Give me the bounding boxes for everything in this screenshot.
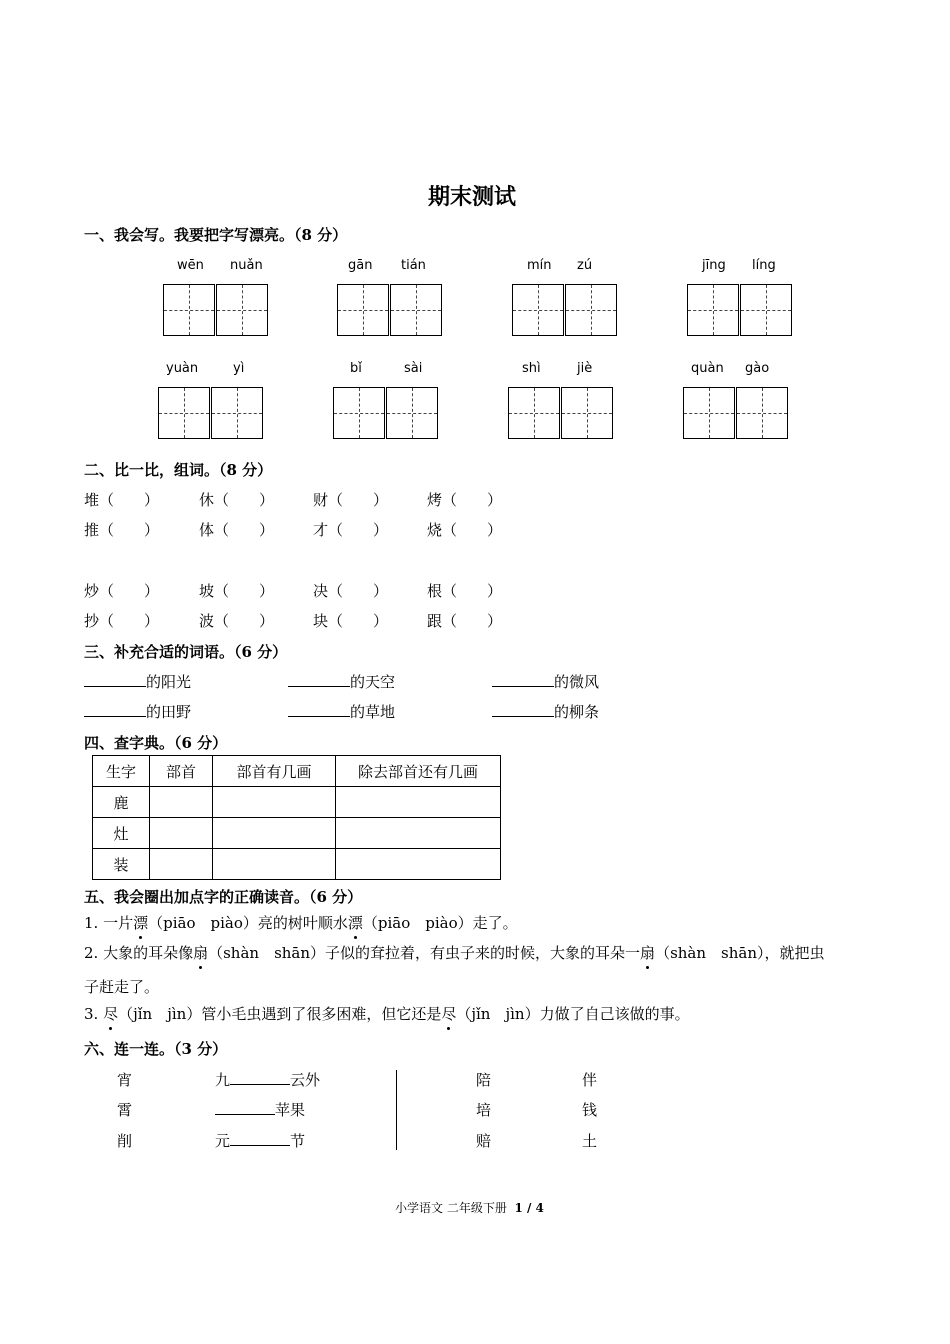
writing-box[interactable]: [386, 387, 438, 439]
pinyin-label: nuǎn: [230, 258, 263, 273]
table-header-row: [93, 756, 501, 787]
table-row: [93, 849, 501, 880]
answer-blank[interactable]: [230, 1070, 290, 1085]
match-right-char[interactable]: 钱: [582, 1101, 598, 1119]
fill-blank-item[interactable]: 的阳光: [84, 671, 191, 692]
table-cell[interactable]: [336, 818, 501, 849]
pinyin-label: wēn: [177, 258, 204, 273]
pinyin-label: gān: [348, 258, 373, 273]
match-right-char[interactable]: 赔: [476, 1132, 492, 1150]
pinyin-label: zú: [577, 258, 593, 273]
pinyin-label: jiè: [577, 361, 593, 376]
word-item[interactable]: 炒（ ）: [84, 582, 160, 600]
writing-box[interactable]: [390, 284, 442, 336]
pinyin-label: gào: [745, 361, 770, 376]
pinyin-label: tián: [401, 258, 426, 273]
pinyin-label: bǐ: [350, 361, 362, 376]
section-5-heading: 五、我会圈出加点字的正确读音。（6 分）: [84, 888, 363, 906]
table-row: [93, 787, 501, 818]
section-3-heading: 三、补充合适的词语。（6 分）: [84, 643, 288, 661]
writing-box[interactable]: [565, 284, 617, 336]
word-item[interactable]: 坡（ ）: [199, 582, 275, 600]
match-right-char[interactable]: 培: [476, 1101, 492, 1119]
section-6-heading: 六、连一连。（3 分）: [84, 1040, 228, 1058]
match-left-char[interactable]: 霄: [117, 1101, 133, 1119]
word-item[interactable]: 波（ ）: [199, 612, 275, 630]
pinyin-label: quàn: [691, 361, 724, 376]
answer-blank[interactable]: [492, 672, 554, 687]
answer-blank[interactable]: [230, 1131, 290, 1146]
word-item[interactable]: 根（ ）: [427, 582, 503, 600]
match-phrase[interactable]: 元 节: [215, 1132, 306, 1150]
answer-blank[interactable]: [288, 672, 350, 687]
table-cell[interactable]: [213, 787, 336, 818]
dotted-char: 漂: [133, 914, 149, 932]
writing-box[interactable]: [337, 284, 389, 336]
writing-box[interactable]: [512, 284, 564, 336]
table-cell[interactable]: [150, 849, 213, 880]
writing-box[interactable]: [158, 387, 210, 439]
pinyin-label: yuàn: [166, 361, 199, 376]
pinyin-label: líng: [752, 258, 776, 273]
dotted-char: 漂: [347, 914, 363, 932]
match-right-char[interactable]: 陪: [476, 1071, 492, 1089]
fill-blank-item[interactable]: 的柳条: [492, 701, 599, 722]
pinyin-label: yì: [233, 361, 245, 376]
footer-text: 小学语文 二年级下册: [395, 1201, 507, 1215]
match-right-char[interactable]: 伴: [582, 1071, 598, 1089]
divider-line: [396, 1070, 397, 1150]
fill-blank-item[interactable]: 的天空: [288, 671, 395, 692]
word-item[interactable]: 烤（ ）: [427, 491, 503, 509]
writing-box[interactable]: [333, 387, 385, 439]
reading-question-1: 1. 一片漂（piāo piào）亮的树叶顺水漂（piāo piào）走了。: [84, 914, 518, 932]
reading-question-2-cont: 子赶走了。: [84, 978, 160, 996]
dotted-char: 扇: [193, 944, 209, 962]
writing-box[interactable]: [687, 284, 739, 336]
column-header: 除去部首还有几画: [336, 756, 501, 787]
page-number: 1 / 4: [514, 1201, 544, 1215]
writing-box[interactable]: [508, 387, 560, 439]
column-header: 生字: [93, 756, 150, 787]
table-cell[interactable]: [150, 787, 213, 818]
match-left-char[interactable]: 宵: [117, 1071, 133, 1089]
pinyin-label: shì: [522, 361, 541, 376]
answer-blank[interactable]: [215, 1100, 275, 1115]
word-item[interactable]: 推（ ）: [84, 521, 160, 539]
pinyin-label: sài: [404, 361, 423, 376]
writing-box[interactable]: [736, 387, 788, 439]
table-cell[interactable]: [213, 849, 336, 880]
section-1-heading: 一、我会写。我要把字写漂亮。（8 分）: [84, 226, 348, 244]
match-phrase[interactable]: 九 云外: [215, 1071, 321, 1089]
fill-blank-item[interactable]: 的草地: [288, 701, 395, 722]
word-item[interactable]: 块（ ）: [313, 612, 389, 630]
column-header: 部首有几画: [213, 756, 336, 787]
dotted-char: 扇: [640, 944, 656, 962]
dotted-char: 尽: [441, 1005, 457, 1023]
match-left-char[interactable]: 削: [117, 1132, 133, 1150]
answer-blank[interactable]: [288, 702, 350, 717]
table-cell[interactable]: [150, 818, 213, 849]
fill-blank-item[interactable]: 的田野: [84, 701, 191, 722]
pinyin-label: jīng: [702, 258, 726, 273]
word-item[interactable]: 财（ ）: [313, 491, 389, 509]
page-footer: [395, 1199, 544, 1216]
answer-blank[interactable]: [84, 702, 146, 717]
match-right-char[interactable]: 土: [582, 1132, 598, 1150]
table-cell[interactable]: [336, 787, 501, 818]
word-item[interactable]: 跟（ ）: [427, 612, 503, 630]
fill-blank-item[interactable]: 的微风: [492, 671, 599, 692]
pinyin-label: mín: [527, 258, 552, 273]
writing-box[interactable]: [740, 284, 792, 336]
section-2-heading: 二、比一比，组词。（8 分）: [84, 461, 273, 479]
section-4-heading: 四、查字典。（6 分）: [84, 734, 228, 752]
answer-blank[interactable]: [84, 672, 146, 687]
table-row: [93, 818, 501, 849]
table-cell-char: 灶: [93, 818, 150, 849]
word-item[interactable]: 体（ ）: [199, 521, 275, 539]
word-item[interactable]: 决（ ）: [313, 582, 389, 600]
word-item[interactable]: 抄（ ）: [84, 612, 160, 630]
answer-blank[interactable]: [492, 702, 554, 717]
writing-box[interactable]: [163, 284, 215, 336]
word-item[interactable]: 才（ ）: [313, 521, 389, 539]
word-item[interactable]: 休（ ）: [199, 491, 275, 509]
reading-question-3: 3. 尽（jǐn jìn）管小毛虫遇到了很多困难，但它还是尽（jǐn jìn）力做了自己该做的事。: [84, 1005, 690, 1023]
table-cell-char: 装: [93, 849, 150, 880]
match-phrase[interactable]: 苹果: [215, 1099, 305, 1120]
writing-box[interactable]: [561, 387, 613, 439]
table-cell-char: 鹿: [93, 787, 150, 818]
reading-question-2: 2. 大象的耳朵像扇（shàn shān）子似的耷拉着，有虫子来的时候，大象的耳朵一扇（shàn shān），就把虫: [84, 944, 825, 962]
writing-box[interactable]: [683, 387, 735, 439]
dictionary-table: [92, 755, 501, 880]
word-item[interactable]: 堆（ ）: [84, 491, 160, 509]
word-item[interactable]: 烧（ ）: [427, 521, 503, 539]
dotted-char: 尽: [103, 1005, 119, 1023]
writing-box[interactable]: [211, 387, 263, 439]
table-cell[interactable]: [213, 818, 336, 849]
column-header: 部首: [150, 756, 213, 787]
table-cell[interactable]: [336, 849, 501, 880]
page-title: 期末测试: [428, 184, 517, 210]
writing-box[interactable]: [216, 284, 268, 336]
